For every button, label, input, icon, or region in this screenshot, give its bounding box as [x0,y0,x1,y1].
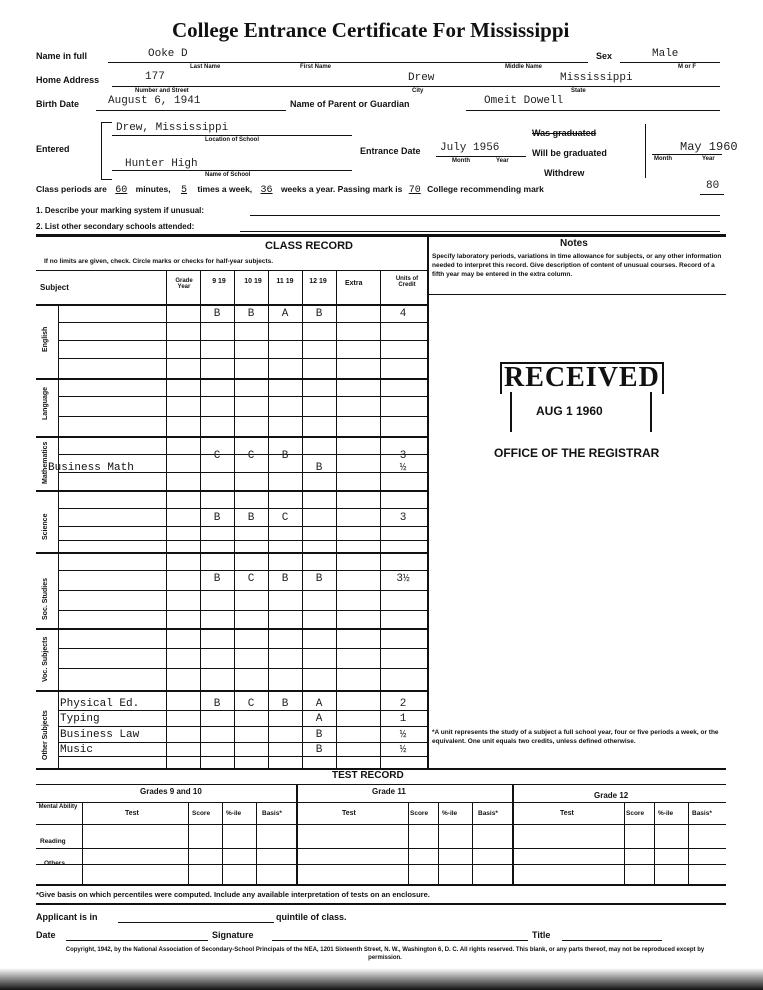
parent-value: Omeit Dowell [484,95,564,107]
sex-value: Male [652,48,679,60]
test-col-test-2: Test [342,810,356,817]
col-10: 10 19 [244,278,262,285]
year-sub: Year [496,158,509,164]
title-label: Title [532,930,551,940]
address-state: Mississippi [560,72,633,84]
middle-name-sub: Middle Name [505,64,543,70]
birth-label: Birth Date [36,99,80,109]
month-sub: Month [452,158,470,164]
entrance-date-value: July 1956 [440,142,500,154]
section-soc-studies: Soc. Studies [42,577,49,620]
parent-label: Name of Parent or Guardian [290,99,410,109]
class-record-instructions: If no limits are given, check. Circle marks or checks for half-year subjects. [44,258,274,265]
applicant-label: Applicant is in [36,912,98,922]
first-name-sub: First Name [300,64,332,70]
group-grades-9-10: Grades 9 and 10 [140,787,202,796]
birth-value: August 6, 1941 [108,95,201,107]
row-mental-ability: Mental Ability [38,804,78,810]
col-extra: Extra [345,280,363,287]
signature-label: Signature [212,930,254,940]
col-12: 12 19 [309,278,327,285]
group-grade-12: Grade 12 [594,791,629,800]
section-other-subjects: Other Subjects [42,710,49,760]
date-label: Date [36,930,56,940]
row-reading: Reading [40,838,66,845]
name-value: Ooke D [148,48,188,60]
test-col-basis-1: Basis* [262,810,282,817]
address-label: Home Address [36,75,100,85]
notes-text: Specify laboratory periods, variations in time allowance for subjects, or any other information needed to interpret this record. Give description of content of unusual courses. Record of a fifth year may be entered in the extra column. [432,253,722,278]
address-value: 177 [145,71,165,83]
section-mathematics: Mathematics [42,441,49,484]
test-record-title: TEST RECORD [332,770,404,781]
test-col-ile-1: %-ile [226,810,242,817]
section-voc-subjects: Voc. Subjects [42,636,49,682]
city-sub: City [412,88,424,94]
recommending-mark: 80 [706,180,720,192]
section-english: English [42,326,49,352]
row-others: Others [44,860,65,867]
item-2: 2. List other secondary schools attended: [36,222,195,231]
quintile-label: quintile of class. [276,912,347,922]
test-col-test-1: Test [125,810,139,817]
last-name-sub: Last Name [190,64,221,70]
section-language: Language [42,386,49,420]
grad-date: May 1960 [680,140,738,154]
school-sub: Name of School [205,172,251,178]
state-sub: State [571,88,586,94]
test-col-ile-3: %-ile [658,810,674,817]
test-col-score-3: Score [626,810,645,817]
name-label: Name in full [36,51,88,61]
class-periods-line: Class periods are 60 minutes, 5 times a week, 36 weeks a year. Passing mark is 70 College recommending mark [36,184,544,196]
col-11: 11 19 [276,278,294,285]
test-col-score-1: Score [192,810,211,817]
entered-label: Entered [36,144,70,154]
location-sub: Location of School [205,137,259,143]
copyright-text: Copyright, 1942, by the National Association of Secondary-School Principals of the NEA, 1201 Sixteenth Street, N. W., Washington 6, D. C. All rights reserved. This blank, or any parts thereof, may not be reproduced except by permission. [65,947,705,961]
col-subject: Subject [40,283,69,292]
received-stamp [500,362,660,434]
entered-school: Hunter High [125,158,198,170]
withdrew-label: Withdrew [544,168,585,178]
stamp-office: OFFICE OF THE REGISTRAR [494,446,660,460]
grad-month-sub: Month [654,156,672,162]
basis-note: *Give basis on which percentiles were computed. Include any available interpretation of tests on an enclosure. [36,890,430,899]
test-col-basis-2: Basis* [478,810,498,817]
stamp-received: RECEIVED [504,362,660,393]
street-sub: Number and Street [135,88,189,94]
class-record-title: CLASS RECORD [265,240,354,252]
was-graduated-label: Was graduated [532,128,597,138]
test-col-ile-2: %-ile [442,810,458,817]
stamp-date: AUG 1 1960 [536,404,603,418]
entered-location: Drew, Mississippi [116,122,229,134]
entrance-date-label: Entrance Date [360,146,421,156]
unit-note: *A unit represents the study of a subject a full school year, four or five periods a week, or the equivalent. One unit equals two credits, unless defined otherwise. [432,729,719,745]
address-city: Drew [408,72,435,84]
group-grade-11: Grade 11 [372,787,406,796]
will-be-graduated-label: Will be graduated [532,148,607,158]
sex-sub: M or F [678,64,696,70]
col-units: Units of Credit [395,276,419,288]
section-science: Science [42,513,49,540]
notes-title: Notes [560,238,588,249]
grad-year-sub: Year [702,156,715,162]
test-col-score-2: Score [410,810,429,817]
col-9: 9 19 [212,278,226,285]
test-col-test-3: Test [560,810,574,817]
form-title: College Entrance Certificate For Mississippi [172,18,570,42]
item-1: 1. Describe your marking system if unusual: [36,206,205,215]
sex-label: Sex [596,51,613,61]
test-col-basis-3: Basis* [692,810,712,817]
col-grade-year: Grade Year [175,278,193,290]
